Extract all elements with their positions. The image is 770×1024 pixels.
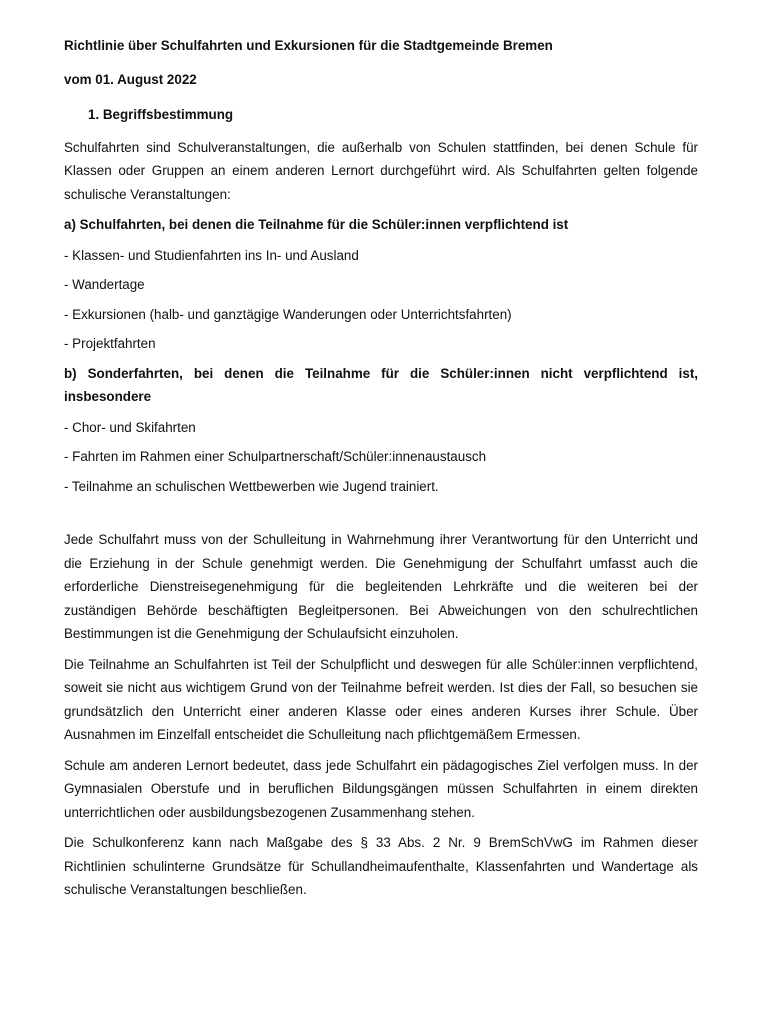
body-paragraph: Die Teilnahme an Schulfahrten ist Teil der Schulpflicht und deswegen für alle Schüler:innen verpflichtend, soweit sie nicht aus wichtigem Grund von der Teilnahme befreit werden. Ist dies der Fall, so besuchen sie grundsätzlich den Unterricht einer anderen Klasse oder eines anderen Kurses ihrer Schule. Über Ausnahmen im Einzelfall entscheidet die Schulleitung nach pflichtgemäßem Ermessen. <box>64 656 698 742</box>
subsection-a-list <box>64 244 698 356</box>
section-heading-begriffsbestimmung: 1. Begriffsbestimmung <box>88 107 234 122</box>
document-title: Richtlinie über Schulfahrten und Exkursionen für die Stadtgemeinde Bremen <box>64 38 553 53</box>
section-spacer <box>64 504 698 528</box>
subsection-b-heading: b) Sonderfahrten, bei denen die Teilnahme für die Schüler:innen nicht verpflichtend ist, insbesondere <box>64 365 698 404</box>
body-paragraph: Die Schulkonferenz kann nach Maßgabe des § 33 Abs. 2 Nr. 9 BremSchVwG im Rahmen dieser Richtlinien schulinterne Grundsätze für Schullandheimaufenthalte, Klassenfahrten und Wandertage als schulische Veranstaltungen beschließen. <box>64 835 698 897</box>
list-item: - Chor- und Skifahrten <box>64 419 196 435</box>
body-paragraph: Schule am anderen Lernort bedeutet, dass jede Schulfahrt ein pädagogisches Ziel verfolgen muss. In der Gymnasialen Oberstufe und in beruflichen Bildungsgängen müssen Schulfahrten in einem direkten unterrichtlichen oder ausbildungsbezogenen Zusammenhang stehen. <box>64 757 698 820</box>
subsection-a-heading: a) Schulfahrten, bei denen die Teilnahme für die Schüler:innen verpflichtend ist <box>64 217 569 232</box>
list-item: - Exkursionen (halb- und ganztägige Wanderungen oder Unterrichtsfahrten) <box>64 306 512 322</box>
subsection-b-list <box>64 416 698 499</box>
section-intro-paragraph: Schulfahrten sind Schulveranstaltungen, die außerhalb von Schulen stattfinden, bei denen Schule für Klassen oder Gruppen an einem anderen Lernort durchgeführt wird. Als Schulfahrten gelten folgende schulische Veranstaltungen: <box>64 139 698 202</box>
list-item: - Teilnahme an schulischen Wettbewerben wie Jugend trainiert. <box>64 478 439 494</box>
body-paragraph: Jede Schulfahrt muss von der Schulleitung in Wahrnehmung ihrer Verantwortung für den Unterricht und die Erziehung in der Schule genehmigt werden. Die Genehmigung der Schulfahrt umfasst auch die erforderliche Dienstreisegenehmigung für die begleitenden Lehrkräfte und die weiteren bei der zuständigen Behörde beschäftigten Begleitpersonen. Bei Abweichungen von den schulrechtlichen Bestimmungen ist die Genehmigung der Schulaufsicht einzuholen. <box>64 532 698 641</box>
list-item: - Klassen- und Studienfahrten ins In- und Ausland <box>64 247 359 263</box>
list-item: - Wandertage <box>64 277 145 292</box>
document-page <box>64 34 698 909</box>
list-item: - Fahrten im Rahmen einer Schulpartnerschaft/Schüler:innenaustausch <box>64 449 487 464</box>
list-item: - Projektfahrten <box>64 336 156 351</box>
document-date: vom 01. August 2022 <box>64 71 197 87</box>
